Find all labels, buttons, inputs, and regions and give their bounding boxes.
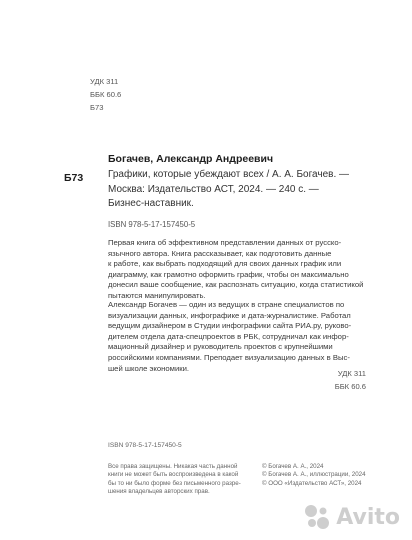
bio-line: ведущим дизайнером в Студии инфографики сайта РИА.ру, руково- xyxy=(108,321,352,331)
rights-line: шения владельцев авторских прав. xyxy=(108,488,210,496)
copyright-block xyxy=(262,463,366,488)
annotation-line: к работе, как выбрать подходящий для своих данных график или xyxy=(108,259,342,269)
bbk-line: ББК 60.6 xyxy=(90,90,122,99)
author-bio xyxy=(108,300,366,374)
bio-line: шей школе экономики. xyxy=(108,363,190,373)
bibliographic-description xyxy=(108,168,348,212)
author-name: Богачев, Александр Андреевич xyxy=(108,153,274,165)
author-code: Б73 xyxy=(64,172,84,184)
bio-line: российскими компаниями. Преподает визуализацию данных в Выс- xyxy=(108,352,350,362)
watermark-text: Avito xyxy=(336,504,400,530)
avito-logo-icon xyxy=(302,504,332,530)
annotation-line: донесил ваше сообщение, как распознать ситуацию, когда статистикой xyxy=(108,280,364,290)
rights-line: Все права защищены. Никакая часть данной xyxy=(108,463,238,470)
udc-line: УДК 311 xyxy=(90,77,119,86)
udc-top-block xyxy=(90,75,121,114)
annotation-line: Первая книга об эффективном представлении данных от русско- xyxy=(108,238,342,247)
book-imprint-page xyxy=(4,0,408,540)
annotation-line: пытаются манипулировать. xyxy=(108,290,206,300)
copyright-line: © Богачев А. А., иллюстрации, 2024 xyxy=(262,471,366,479)
bbk-line: ББК 60.6 xyxy=(334,382,366,391)
bio-line: визуализации данных, инфографике и дата-журналистике. Работал xyxy=(108,310,351,320)
udc-bottom-block xyxy=(335,367,366,393)
rights-line: книги не может быть воспроизведена в какой xyxy=(108,471,239,479)
isbn: ISBN 978-5-17-157450-5 xyxy=(108,220,196,229)
copyright-line: © ООО «Издательство АСТ», 2024 xyxy=(262,479,362,487)
biblio-line: Бизнес-наставник. xyxy=(108,198,194,209)
annotation-line: диаграмму, как грамотно оформить график, чтобы он максимально xyxy=(108,269,349,279)
avito-watermark xyxy=(302,504,400,530)
bio-line: Александр Богачев — один из ведущих в стране специалистов по xyxy=(108,300,345,309)
bio-line: мационный дизайнер и руководитель проектов с крупнейшими xyxy=(108,342,333,352)
annotation-line: язычного автора. Книга рассказывает, как подготовить данные xyxy=(108,248,332,258)
rights-notice xyxy=(108,463,244,497)
author-sign-line: Б73 xyxy=(90,103,104,112)
biblio-line: Москва: Издательство АСТ, 2024. — 240 с. — xyxy=(108,183,319,195)
bio-line: дителем отдела дата-спецпроектов в РБК, сотрудничал как инфор- xyxy=(108,331,349,341)
book-annotation xyxy=(108,238,366,302)
copyright-line: © Богачев А. А., 2024 xyxy=(262,463,324,470)
udc-line: УДК 311 xyxy=(337,369,366,378)
isbn-bottom: ISBN 978-5-17-157450-5 xyxy=(108,442,182,449)
biblio-line: Графики, которые убеждают всех / А. А. Богачев. — xyxy=(108,169,350,180)
rights-line: бы то ни было форме без письменного разре- xyxy=(108,479,241,487)
